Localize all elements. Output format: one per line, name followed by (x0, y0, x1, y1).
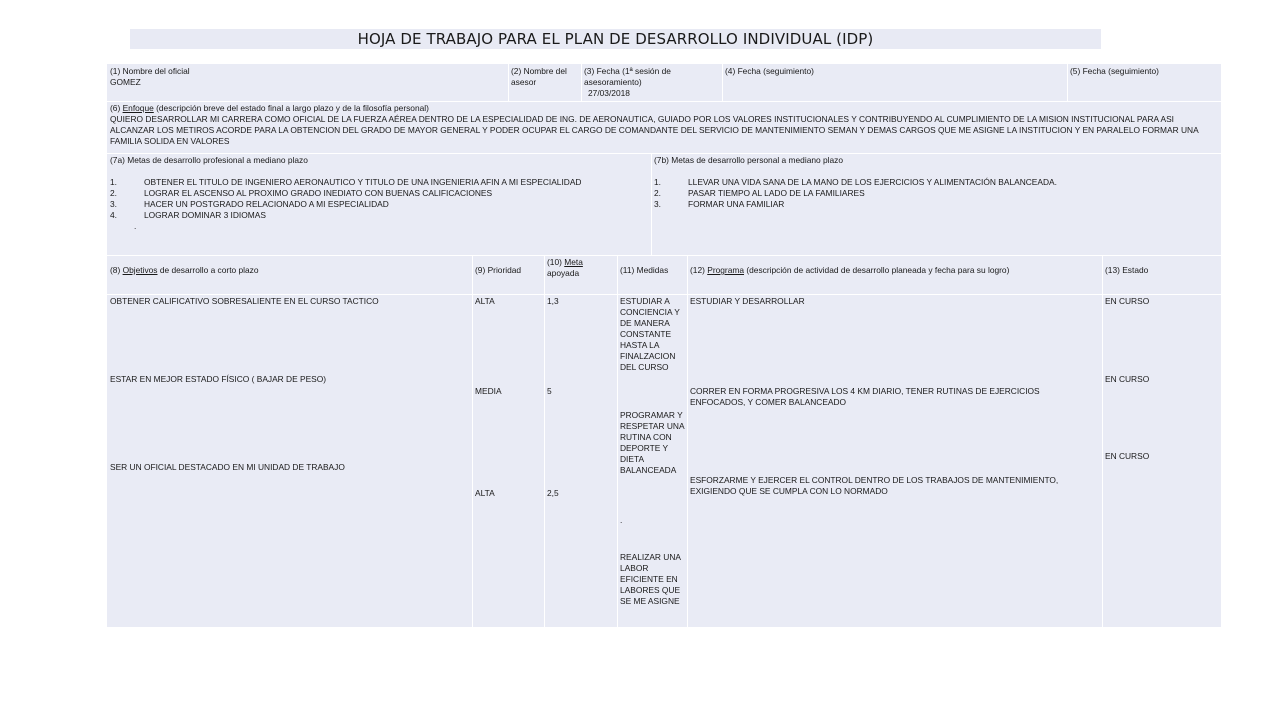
supported-goal-1[interactable]: 1,3 (547, 296, 559, 306)
personal-goals-list (654, 177, 1218, 210)
list-item: 3. FORMAR UNA FAMILIAR (654, 199, 785, 209)
officer-name-cell[interactable] (107, 64, 508, 101)
personal-goals-cell[interactable] (651, 153, 1221, 255)
program-3[interactable]: ESFORZARME Y EJERCER EL CONTROL DENTRO DE LOS TRABAJOS DE MANTENIMIENTO, EXIGIENDO QUE SE CUMPLA CON LO NORMADO (690, 475, 1059, 496)
status-3[interactable]: EN CURSO (1105, 451, 1150, 461)
measure-separator: . (620, 515, 623, 525)
list-item: 1. OBTENER EL TITULO DE INGENIERO AERONAUTICO Y TITULO DE UNA INGENIERIA AFIN A MI ESPECIALIDAD (110, 177, 582, 187)
objective-2[interactable]: ESTAR EN MEJOR ESTADO FÍSICO ( BAJAR DE PESO) (110, 374, 327, 384)
professional-goals-label: (7a) Metas de desarrollo profesional a mediano plazo (110, 155, 308, 165)
column-divider (687, 255, 688, 627)
supported-goal-3[interactable]: 2,5 (547, 488, 559, 498)
list-item: 2. PASAR TIEMPO AL LADO DE LA FAMILIARES (654, 188, 865, 198)
idp-worksheet (107, 64, 1221, 627)
measure-1[interactable]: ESTUDIAR A CONCIENCIA Y DE MANERA CONSTANTE HASTA LA FINALZACION DEL CURSO (620, 296, 680, 372)
followup-date-1-label: (4) Fecha (seguimiento) (725, 66, 814, 76)
priority-header: (9) Prioridad (475, 265, 522, 275)
supported-goal-2[interactable]: 5 (547, 386, 552, 396)
list-item: 4. LOGRAR DOMINAR 3 IDIOMAS (110, 210, 266, 220)
followup-date-1-cell[interactable] (722, 64, 1067, 101)
column-divider (617, 255, 618, 627)
followup-date-2-label: (5) Fecha (seguimiento) (1070, 66, 1159, 76)
column-divider (544, 255, 545, 627)
program-2[interactable]: CORRER EN FORMA PROGRESIVA LOS 4 KM DIARIO, TENER RUTINAS DE EJERCICIOS ENFOCADOS, Y COMER BALANCEADO (690, 386, 1040, 407)
focus-description: (descripción breve del estado final a largo plazo y de la filosofía personal) (156, 103, 429, 113)
objectives-header: (8) Objetivos de desarrollo a corto plazo (110, 265, 259, 275)
officer-name-value: GOMEZ (110, 77, 141, 87)
focus-number: (6) (110, 103, 121, 113)
list-item: 2. LOGRAR EL ASCENSO AL PROXIMO GRADO INEDIATO CON BUENAS CALIFICACIONES (110, 188, 493, 198)
priority-1[interactable]: ALTA (475, 296, 495, 306)
officer-name-label: (1) Nombre del oficial (110, 66, 190, 76)
focus-keyword: Enfoque (122, 103, 154, 113)
status-1[interactable]: EN CURSO (1105, 296, 1150, 306)
advisor-name-label: (2) Nombre del asesor (511, 66, 567, 87)
column-divider (472, 255, 473, 627)
status-header: (13) Estado (1105, 265, 1149, 275)
list-item: 3. HACER UN POSTGRADO RELACIONADO A MI ESPECIALIDAD (110, 199, 389, 209)
page-title: HOJA DE TRABAJO PARA EL PLAN DE DESARROLLO INDIVIDUAL (IDP) (130, 29, 1101, 49)
priority-2[interactable]: MEDIA (475, 386, 502, 396)
column-divider (1102, 255, 1103, 627)
program-1[interactable]: ESTUDIAR Y DESARROLLAR (690, 296, 805, 306)
objective-1[interactable]: OBTENER CALIFICATIVO SOBRESALIENTE EN EL CURSO TACTICO (110, 296, 379, 306)
objective-3[interactable]: SER UN OFICIAL DESTACADO EN MI UNIDAD DE TRABAJO (110, 462, 345, 472)
advisor-name-cell[interactable] (508, 64, 581, 101)
session-date-value: 27/03/2018 (588, 88, 630, 98)
professional-goals-cell[interactable] (107, 153, 651, 255)
priority-3[interactable]: ALTA (475, 488, 495, 498)
focus-cell[interactable] (107, 101, 1221, 153)
personal-goals-label: (7b) Metas de desarrollo personal a mediano plazo (654, 155, 844, 165)
professional-goals-list (110, 177, 648, 221)
focus-text: QUIERO DESARROLLAR MI CARRERA COMO OFICIAL DE LA FUERZA AÉREA DENTRO DE LA ESPECIALIDAD DE ING. DE AERONAUTICA, GUIADO POR LOS VALORES INSTITUCIONALES Y CONTRIBUYENDO AL CUMPLIMIENTO DE LA MISION INSTITUCIONAL PARA ASI ALCANZAR LOS METIROS ACORDE PARA LA OBTENCION DEL GRADO DE MAYOR GENERAL Y PODER OCUPAR EL CARGO DE COMANDANTE DEL SERVICIO DE MANTENIMIENTO SEMAN Y DEMAS CARGOS QUE ME ASIGNE LA INSTITUCION Y EN PARALELO FORMAR UNA FAMILIA SOLIDA EN VALORES (110, 114, 1199, 146)
session-date-label: (3) Fecha (1ª sesión de asesoramiento) (584, 66, 671, 87)
supported-goal-header: (10) Meta apoyada (547, 257, 583, 278)
session-date-cell[interactable] (581, 64, 722, 101)
measures-header: (11) Medidas (620, 265, 669, 275)
followup-date-2-cell[interactable] (1067, 64, 1221, 101)
focus-label (110, 103, 1218, 114)
measure-3[interactable]: REALIZAR UNA LABOR EFICIENTE EN LABORES QUE SE ME ASIGNE (620, 552, 681, 606)
program-header: (12) Programa (descripción de actividad de desarrollo planeada y fecha para su logro) (690, 265, 1010, 275)
measure-2[interactable]: PROGRAMAR Y RESPETAR UNA RUTINA CON DEPORTE Y DIETA BALANCEADA (620, 410, 685, 475)
row-divider (107, 294, 1221, 295)
status-2[interactable]: EN CURSO (1105, 374, 1150, 384)
list-item: 1. LLEVAR UNA VIDA SANA DE LA MANO DE LOS EJERCICIOS Y ALIMENTACIÓN BALANCEADA. (654, 177, 1057, 187)
professional-goals-trailing: . (134, 221, 137, 231)
